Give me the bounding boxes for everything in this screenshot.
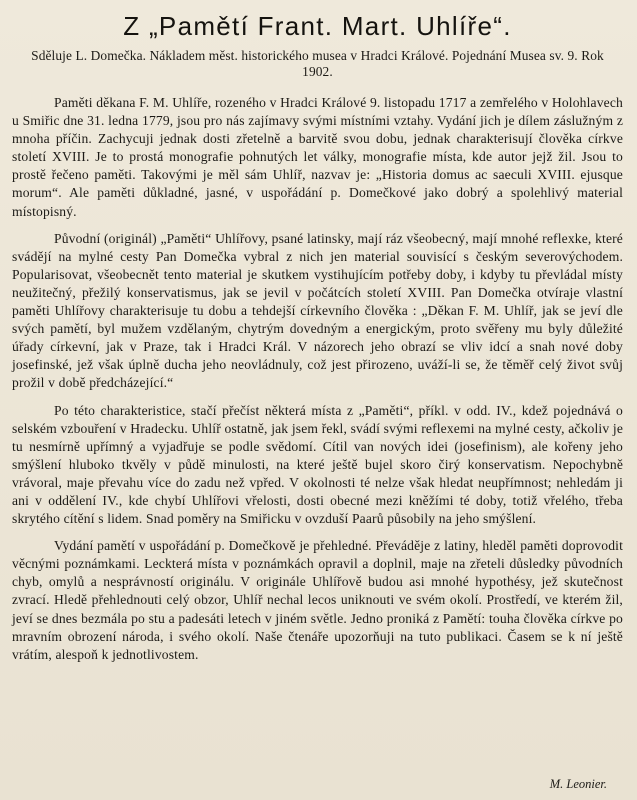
- author-signature: M. Leonier.: [549, 777, 607, 791]
- article-subtitle: Sděluje L. Domečka. Nákladem měst. historického musea v Hradci Králové. Pojednání Musea sv. 9. Rok 1902.: [31, 48, 604, 79]
- article-title: Z „Pamětí Frant. Mart. Uhlíře“.: [123, 11, 512, 41]
- paragraph: Po této charakteristice, stačí přečíst některá místa z „Paměti“, příkl. v odd. IV., kdež pojednává o selském vzbouření v Hradecku. Uhlíř ostatně, jak jsem řekl, svádí svými reflexemi na mylné cesty, ačkoliv je tu nesmírně upřímný a vyjadřuje se podle svědomí. Cítil van nových idei (josefinism), ale kořeny jeho smýšlení hluboko tkvěly v půdě minulosti, na které ještě bujel skoro čirý konservatism. Nepochybně vrávoral, maje převahu více do zadu než vpřed. V okolnosti té nelze však hledat neupřímnost; nehledám ji ani v oddělení IV., kde chybí Uhlířovi vřelosti, dosti obecné mezi kněžími té doby, totiž vřelého, třeba skrytého cítění s lidem. Snad poměry na Smiřicku v ovzduší Paarů působily na jeho smýšlení.: [12, 402, 623, 527]
- paragraph: Vydání pamětí v uspořádání p. Domečkově je přehledné. Převáděje z latiny, hleděl paměti doprovodit věcnými poznámkami. Leckterá místa v poznámkách opravil a doplnil, maje na zřeteli důsledky původních chyb, omylů a nesprávností originálu. V originále Uhlířově budou asi mnohé hypothésy, jež skutečnost zvrací. Hledě přehlednouti celý obzor, Uhlíř nechal lecos uniknouti ve svém okolí. Prostředí, ve kterém žil, jeví se dnes bezmála po stu a padesáti letech v jiném světle. Jedno proniká z Pamětí: touha člověka církve po mravním obrození národa, i svého okolí. Naše čtenáře upozorňuji na tuto publikaci. Časem se k ní ještě vrátím, alespoň k jednotlivostem.: [12, 538, 623, 662]
- article-body: [12, 94, 623, 664]
- paragraph: Paměti děkana F. M. Uhlíře, rozeného v Hradci Králové 9. listopadu 1717 a zemřelého v Holohlavech u Smiřic dne 31. ledna 1779, jsou pro nás zajímavy svými místními vztahy. Vydání jich je dílem záslužným z mnoha příčin. Zachycuji jednak dosti zřetelně a barvitě svou dobu, jednak charakterisují člověka církve století XVIII. Je to prostá monografie pohnutých let války, monografie místa, kde autor jejž žil. Jsou to prostě řečeno paměti. Takovými je měl sám Uhlíř, nazvav je: „Historia domus ac saeculi XVIII. ejusque morum“. Ale paměti důkladné, jasné, v uspořádání p. Domečkové jako dobrý a spolehlivý material místopisný.: [12, 95, 623, 219]
- paragraph: Původní (originál) „Paměti“ Uhlířovy, psané latinsky, mají ráz všeobecný, mají mnohé reflexke, které svádějí na mylné cesty Pan Domečka vybral z nich jen material souvisící s českým severovýchodem. Popularisovat, všeobecnět tento material je skutkem vystihujícím potřeby doby, i kdyby tu převládal místy neužitečný, přežilý konservatismus, jak se jevil v počátcích století XVIII. Pan Domečka otvíraje vlastní paměti Uhlířovy charakterisuje tu dobu a tehdejší církevního člověka : „Děkan F. M. Uhlíř, jak se jeví dle svých pamětí, byl mužem vzdělaným, chytrým dovedným a energickým, proto svěřeny mu byly důležité úřady církevní, jak v Praze, tak i Hradci Král. V názorech jeho obrazí se vliv idcí a snah nové doby josefinské, jež však úplně ducha jeho neovládnuly, což jest přirozeno, uváží-li se, že těměř celý život svůj prožil v době předcházející.“: [12, 230, 623, 391]
